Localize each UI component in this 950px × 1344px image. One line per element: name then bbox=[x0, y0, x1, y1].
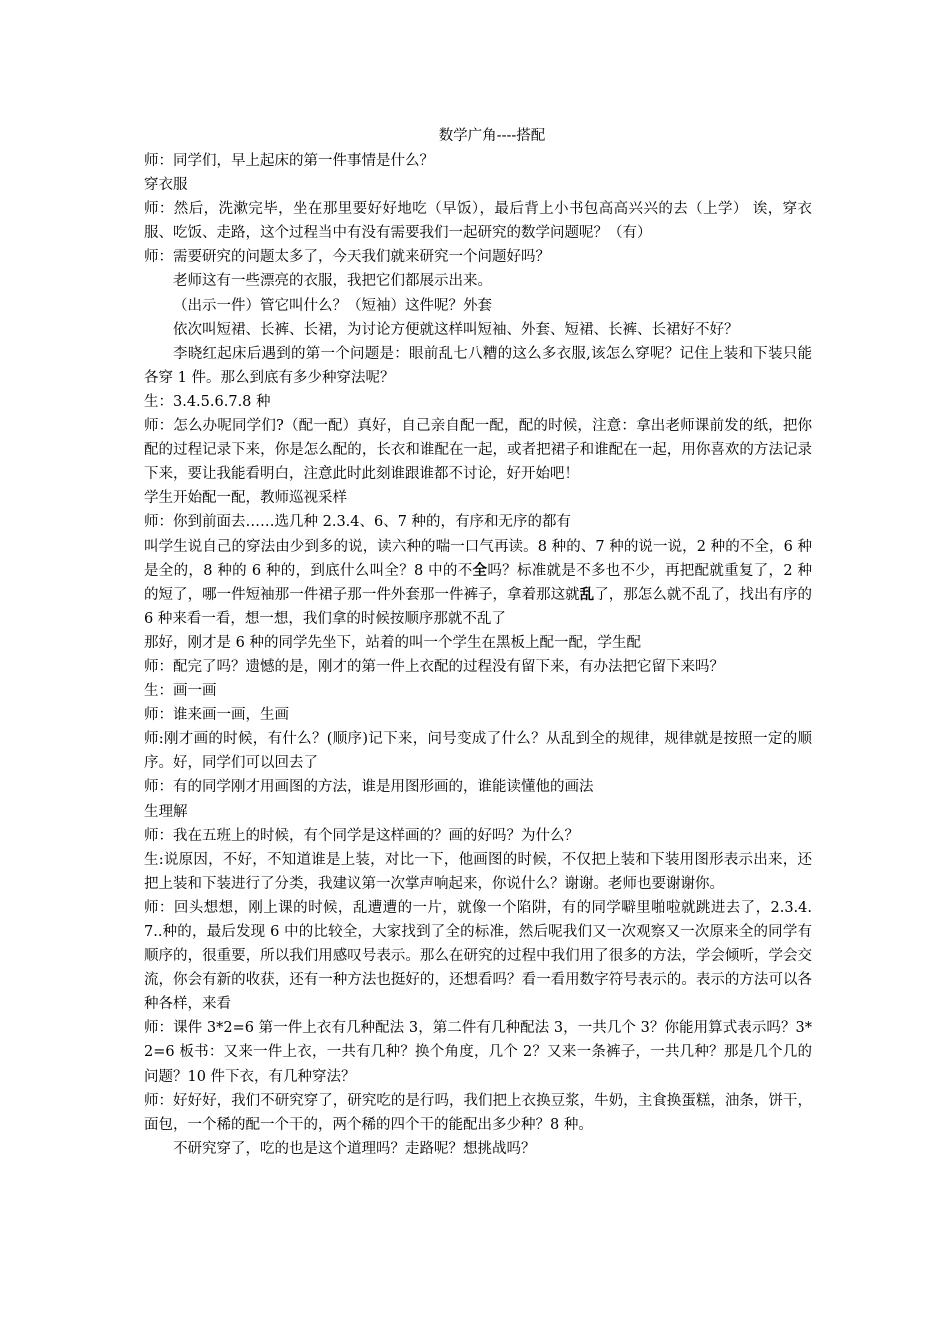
document-title: 数学广角----搭配 bbox=[438, 128, 546, 144]
paragraph: 李晓红起床后遇到的第一个问题是：眼前乱七八糟的这么多衣服,该怎么穿呢？记住上装和下装只能各穿 1 件。那么到底有多少种穿法呢？ bbox=[144, 345, 812, 386]
bold-text-run: 乱 bbox=[579, 585, 595, 603]
paragraph: 师：回头想想，刚上课的时候，乱遭遭的一片，就像一个陷阱，有的同学噼里啪啦就跳进去了，2.3.4.7..种的，最后发现 6 中的比较全，大家找到了全的标准，然后呢我们又一次观察又一次原来全的同学有顺序的，很重要，所以我们用感叹号表示。那么在研究的过程中我们用了很多的方法，学会倾听，学会交流，你会有新的收获，还有一种方法也挺好的，还想看吗？看一看用数字符号表示的。表示的方法可以各种各样，来看 bbox=[144, 899, 812, 1013]
text-run: 吗？标准就是不多也不少，再把配就重复了，2 种的短了，哪一件短袖那一件裙子那一件外套那一件裤子，拿着那这就 bbox=[144, 562, 812, 603]
document-page bbox=[144, 126, 812, 1161]
document-body bbox=[144, 149, 812, 1161]
paragraph: 师:刚才画的时候，有什么？(顺序)记下来，问号变成了什么？从乱到全的规律，规律就是按照一定的顺序。好，同学们可以回去了 bbox=[144, 731, 812, 772]
paragraph: 生：3.4.5.6.7.8 种 bbox=[144, 393, 271, 410]
paragraph: （出示一件）管它叫什么？（短袖）这件呢？外套 bbox=[173, 297, 492, 314]
text-run: 了，那怎么就不乱了，找出有序的 6 种来看一看，想一想，我们拿的时候按顺序那就不乱了 bbox=[144, 586, 813, 627]
paragraph: 依次叫短裙、长裤、长裙，为讨论方便就这样叫短袖、外套、短裙、长裤、长裙好不好？ bbox=[173, 321, 739, 338]
paragraph: 师：我在五班上的时候，有个同学是这样画的？画的好吗？为什么？ bbox=[144, 827, 579, 844]
paragraph: 师：怎么办呢同学们?（配一配）真好，自己亲自配一配，配的时候，注意：拿出老师课前发的纸，把你配的过程记录下来，你是怎么配的，长衣和谁配在一起，或者把裙子和谁配在一起，用你喜欢的方法记录下来，要让我能看明白，注意此时此刻谁跟谁都不讨论，好开始吧！ bbox=[144, 418, 812, 483]
paragraph: 师：然后，洗漱完毕，坐在那里要好好地吃（早饭），最后背上小书包高高兴兴的去（上学） 诶，穿衣服、吃饭、走路，这个过程当中有没有需要我们一起研究的数学问题呢？（有） bbox=[144, 201, 812, 242]
paragraph: 生：画一画 bbox=[144, 683, 217, 700]
paragraph: 不研究穿了，吃的也是这个道理吗？走路呢？想挑战吗？ bbox=[173, 1140, 536, 1157]
paragraph: 那好，刚才是 6 种的同学先坐下，站着的叫一个学生在黑板上配一配，学生配 bbox=[144, 634, 641, 651]
paragraph: 师：需要研究的问题太多了，今天我们就来研究一个问题好吗？ bbox=[144, 249, 550, 266]
bold-text-run: 全 bbox=[472, 561, 488, 579]
paragraph: 师：好好好，我们不研究穿了，研究吃的是行吗，我们把上衣换豆浆，牛奶，主食换蛋糕，油条，饼干，面包，一个稀的配一个干的，两个稀的四个干的能配出多少种？8 种。 bbox=[144, 1092, 812, 1133]
paragraph: 穿衣服 bbox=[144, 177, 188, 194]
paragraph: 师：有的同学刚才用画图的方法，谁是用图形画的，谁能读懂他的画法 bbox=[144, 779, 594, 796]
text-run: 叫学生说自己的穿法由少到多的说，读六种的喘一口气再读。8 种的、7 种的说一说，2 种的不全，6 种是全的，8 种的 6 种的，到底什么叫全？8 中的不 bbox=[144, 538, 812, 579]
paragraph: 生:说原因，不好，不知道谁是上装，对比一下，他画图的时候，不仅把上装和下装用图形表示出来，还把上装和下装进行了分类，我建议第一次掌声响起来，你说什么？谢谢。老师也要谢谢你。 bbox=[144, 851, 812, 892]
paragraph: 师：课件 3*2=6 第一件上衣有几种配法 3，第二件有几种配法 3，一共几个 3？你能用算式表示吗？3*2=6 板书：又来一件上衣，一共有几种？换个角度，几个 2？又来一条裤子，一共几种？那是几个几的问题？10 件下衣，有几种穿法？ bbox=[144, 1020, 812, 1085]
paragraph: 师：配完了吗？遗憾的是，刚才的第一件上衣配的过程没有留下来，有办法把它留下来吗？ bbox=[144, 658, 724, 675]
paragraph: 老师这有一些漂亮的衣服，我把它们都展示出来。 bbox=[173, 273, 492, 290]
paragraph: 生理解 bbox=[144, 803, 188, 820]
paragraph: 学生开始配一配，教师巡视采样 bbox=[144, 490, 347, 507]
paragraph: 师：你到前面去……选几种 2.3.4、6、7 种的，有序和无序的都有 bbox=[144, 514, 572, 531]
paragraph: 师：同学们，早上起床的第一件事情是什么？ bbox=[144, 153, 434, 169]
paragraph bbox=[144, 535, 812, 631]
paragraph: 师：谁来画一画，生画 bbox=[144, 707, 289, 724]
